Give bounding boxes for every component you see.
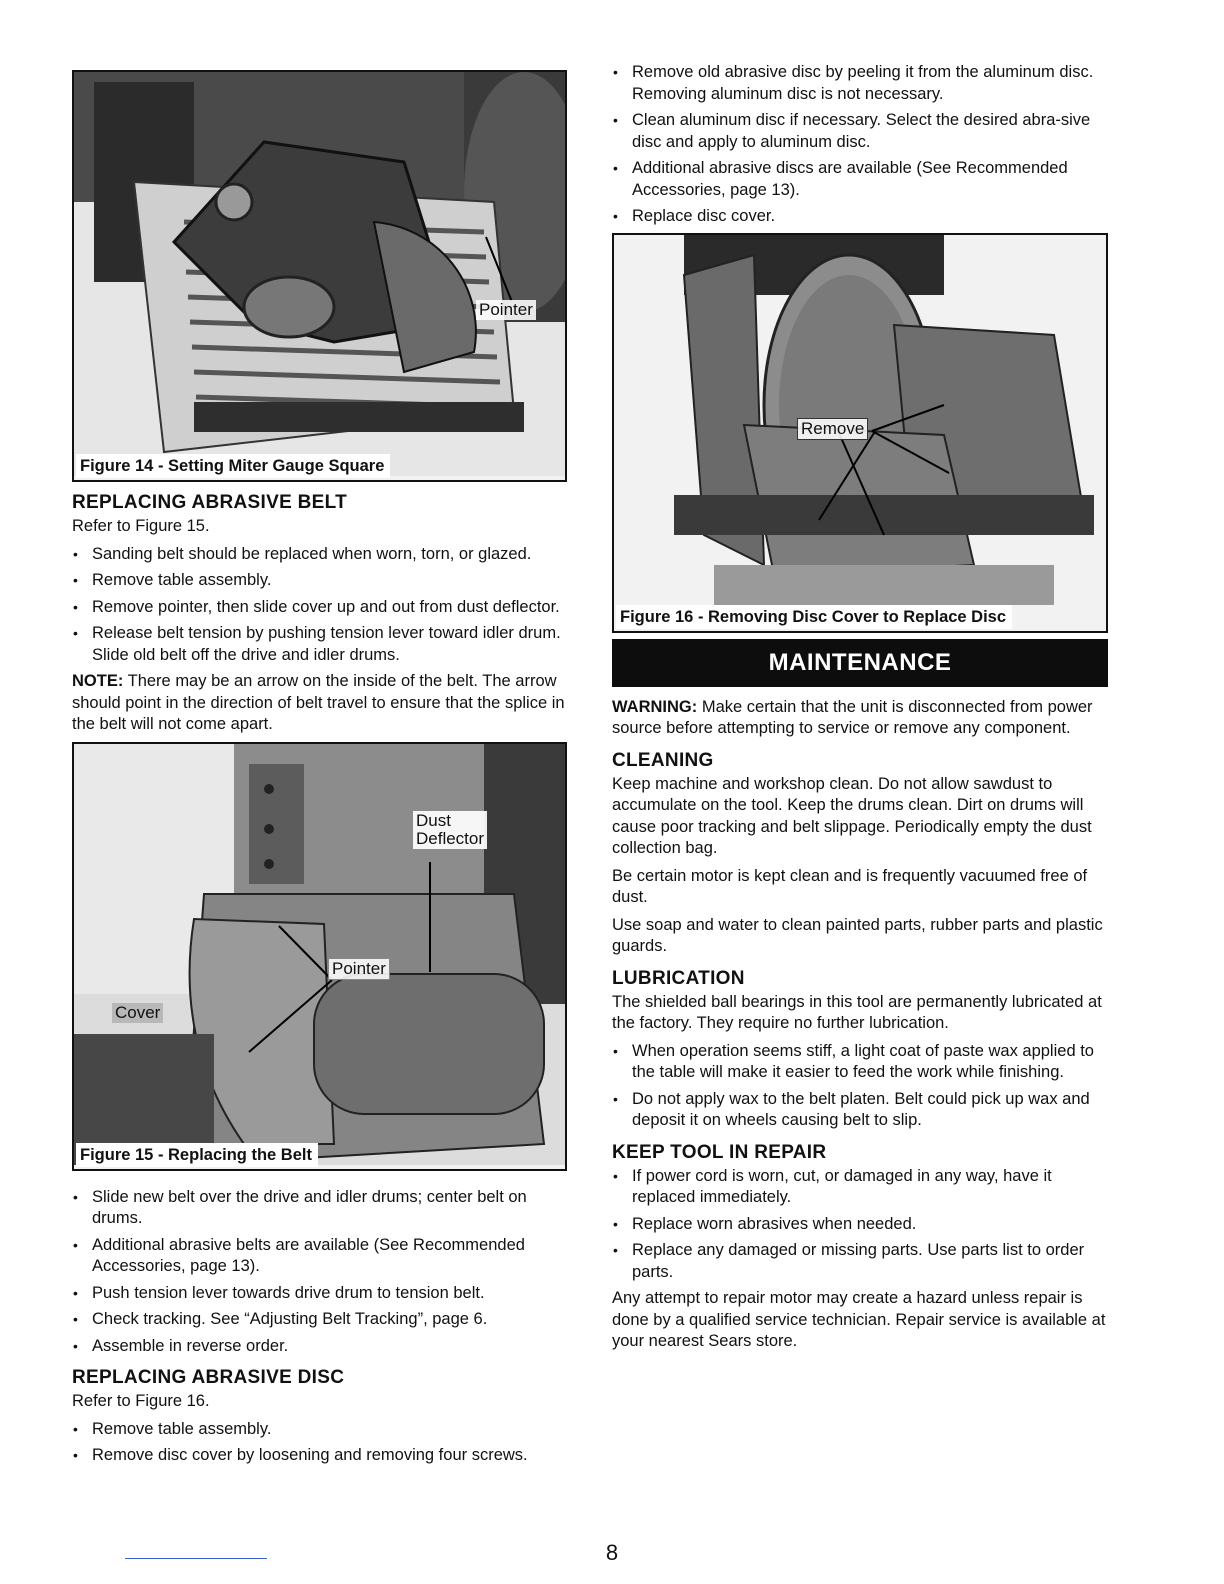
callout-pointer: Pointer	[328, 958, 390, 980]
figure-14	[72, 70, 567, 482]
callout-dust: Dust	[416, 810, 451, 830]
list-item: • Replace worn abrasives when needed.	[612, 1214, 1108, 1236]
callout-pointer: Pointer	[476, 300, 536, 320]
figure-14-photo	[74, 72, 565, 476]
figure-16-caption: Figure 16 - Removing Disc Cover to Replace Disc	[616, 605, 1012, 629]
list-item: • Remove pointer, then slide cover up and out from dust deflector.	[72, 597, 567, 619]
disc-steps-list	[72, 1419, 567, 1467]
cleaning-paragraph: Use soap and water to clean painted parts, rubber parts and plastic guards.	[612, 915, 1103, 955]
repair-closing: Any attempt to repair motor may create a hazard unless repair is done by a qualified service technician. Repair service is available at your nearest Sears store.	[612, 1289, 1106, 1350]
list-item: • Clean aluminum disc if necessary. Select the desired abra-sive disc and apply to aluminum disc.	[612, 110, 1108, 153]
refer-figure-16: Refer to Figure 16.	[72, 1392, 210, 1410]
warning-label: WARNING:	[612, 697, 698, 716]
list-item: • If power cord is worn, cut, or damaged in any way, have it replaced immediately.	[612, 1166, 1108, 1209]
list-item: • Replace disc cover.	[612, 206, 1108, 228]
list-item: • Sanding belt should be replaced when worn, torn, or glazed.	[72, 544, 567, 566]
list-item: • Additional abrasive belts are available (See Recommended Accessories, page 13).	[72, 1235, 567, 1278]
list-item: • Remove disc cover by loosening and removing four screws.	[72, 1445, 567, 1467]
belt-steps-list	[72, 544, 567, 667]
heading-keep-tool-in-repair: KEEP TOOL IN REPAIR	[612, 1141, 827, 1163]
cleaning-paragraph: Be certain motor is kept clean and is frequently vacuumed free of dust.	[612, 866, 1088, 906]
warning-text: Make certain that the unit is disconnected from power source before attempting to service or remove any component.	[612, 697, 1093, 737]
list-item: • Remove table assembly.	[72, 1419, 567, 1441]
belt-note	[72, 671, 567, 736]
figure-14-caption: Figure 14 - Setting Miter Gauge Square	[76, 454, 390, 478]
list-item: • Release belt tension by pushing tension lever toward idler drum. Slide old belt off the drive and idler drums.	[72, 623, 567, 666]
belt-steps-list-2	[72, 1187, 567, 1358]
disc-steps-list-2	[612, 62, 1108, 228]
list-item: • Assemble in reverse order.	[72, 1336, 567, 1358]
callout-cover: Cover	[112, 1003, 163, 1023]
note-label: NOTE:	[72, 672, 124, 690]
figure-16	[612, 233, 1108, 633]
callout-remove: Remove	[797, 418, 868, 440]
refer-figure-15: Refer to Figure 15.	[72, 517, 210, 535]
callout-deflector: Deflector	[416, 828, 485, 848]
page-number: 8	[605, 1540, 619, 1565]
heading-replacing-belt: REPLACING ABRASIVE BELT	[72, 492, 348, 513]
maintenance-warning	[612, 697, 1108, 740]
list-item: • Do not apply wax to the belt platen. Belt could pick up wax and deposit it on wheels causing belt to slip.	[612, 1089, 1108, 1132]
list-item: • When operation seems stiff, a light coat of paste wax applied to the table will make it easier to feed the work while finishing.	[612, 1041, 1108, 1084]
note-text: There may be an arrow on the inside of the belt. The arrow should point in the direction of belt travel to ensure that the splice in the belt will not come apart.	[72, 672, 565, 733]
right-column	[612, 62, 1108, 1359]
list-item: • Push tension lever towards drive drum to tension belt.	[72, 1283, 567, 1305]
heading-cleaning: CLEANING	[612, 749, 714, 771]
lubrication-list	[612, 1041, 1108, 1132]
footer-rule	[125, 1558, 267, 1559]
list-item: • Additional abrasive discs are available (See Recommended Accessories, page 13).	[612, 158, 1108, 201]
heading-lubrication: LUBRICATION	[612, 967, 745, 989]
left-column	[72, 62, 567, 1472]
lubrication-intro: The shielded ball bearings in this tool are permanently lubricated at the factory. They require no further lubrication.	[612, 992, 1102, 1032]
list-item: • Remove table assembly.	[72, 570, 567, 592]
repair-list	[612, 1166, 1108, 1284]
list-item: • Slide new belt over the drive and idler drums; center belt on drums.	[72, 1187, 567, 1230]
callout-dust-deflector	[413, 811, 487, 849]
maintenance-banner: MAINTENANCE	[612, 639, 1108, 687]
list-item: • Check tracking. See “Adjusting Belt Tracking”, page 6.	[72, 1309, 567, 1331]
figure-15-caption: Figure 15 - Replacing the Belt	[76, 1143, 318, 1167]
figure-15	[72, 742, 567, 1171]
heading-replacing-disc: REPLACING ABRASIVE DISC	[72, 1367, 345, 1388]
list-item: • Remove old abrasive disc by peeling it from the aluminum disc. Removing aluminum disc is not necessary.	[612, 62, 1108, 105]
cleaning-paragraph: Keep machine and workshop clean. Do not allow sawdust to accumulate on the tool. Keep the drums clean. Dirt on drums will cause poor tracking and belt slippage. Periodically empty the dust collection bag.	[612, 774, 1092, 857]
list-item: • Replace any damaged or missing parts. Use parts list to order parts.	[612, 1240, 1108, 1283]
figure-15-photo	[74, 744, 565, 1165]
